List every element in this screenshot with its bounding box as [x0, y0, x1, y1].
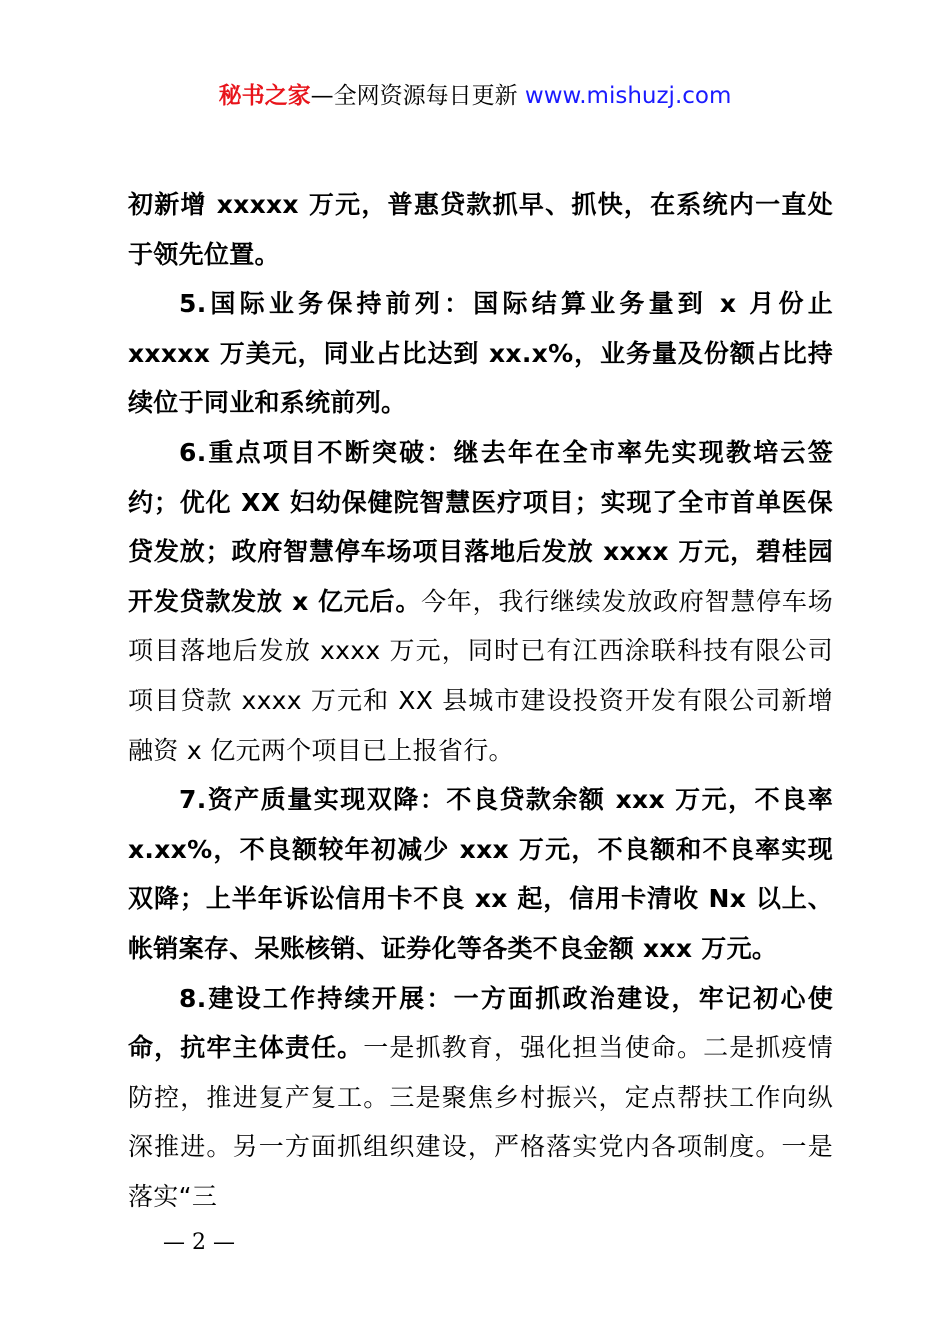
site-slogan: —全网资源每日更新 [310, 83, 525, 109]
paragraph-bold-text: 初新增 xxxxx 万元，普惠贷款抓早、抓快，在系统内一直处于领先位置。 [128, 190, 833, 269]
site-brand: 秘书之家 [218, 83, 311, 109]
paragraph-international-business [128, 279, 833, 428]
page-number: — 2 — [163, 1230, 235, 1255]
paragraph-construction-work [128, 974, 833, 1222]
paragraph-text: 今年，我行继续发放政府智慧停车场项目落地后发放 xxxx 万元，同时已有江西涂联科技有限公司项目贷款 xxxx 万元和 XX 县城市建设投资开发有限公司新增融资 x 亿元两个项目已上报省行。 [128, 586, 833, 765]
paragraph-bold-text: 8.建设工作持续开展：一方面抓政治建设，牢记初心使命，抗牢主体责任。 [128, 983, 833, 1063]
paragraph-bold-text: 7.资产质量实现双降：不良贷款余额 xxx 万元，不良率 x.xx%，不良额较年初减少 xxx 万元，不良额和不良率实现双降；上半年诉讼信用卡不良 xx 起，信用卡清收 Nx 以上、帐销案存、呆账核销、证券化等各类不良金额 xxx 万元。 [128, 785, 833, 963]
site-header [0, 80, 950, 112]
paragraph-bold-text: 5.国际业务保持前列：国际结算业务量到 x 月份止 xxxxx 万美元，同业占比达到 xx.x%，业务量及份额占比持续位于同业和系统前列。 [128, 289, 833, 418]
paragraph-key-projects [128, 428, 833, 775]
site-url-link[interactable]: www.mishuzj.com [524, 83, 732, 109]
paragraph-asset-quality [128, 775, 833, 973]
paragraph-bold-text: 6.重点项目不断突破：继去年在全市率先实现教培云签约；优化 XX 妇幼保健院智慧医疗项目；实现了全市首单医保贷发放；政府智慧停车场项目落地后发放 xxxx 万元，碧桂园开发贷款发放 x 亿元后。 [128, 437, 833, 616]
paragraph-text: 一是抓教育，强化担当使命。二是抓疫情防控，推进复产复工。三是聚焦乡村振兴，定点帮扶工作向纵深推进。另一方面抓组织建设，严格落实党内各项制度。一是落实“三 [128, 1033, 833, 1211]
paragraph-continuation [128, 180, 833, 279]
document-body [128, 180, 833, 1221]
